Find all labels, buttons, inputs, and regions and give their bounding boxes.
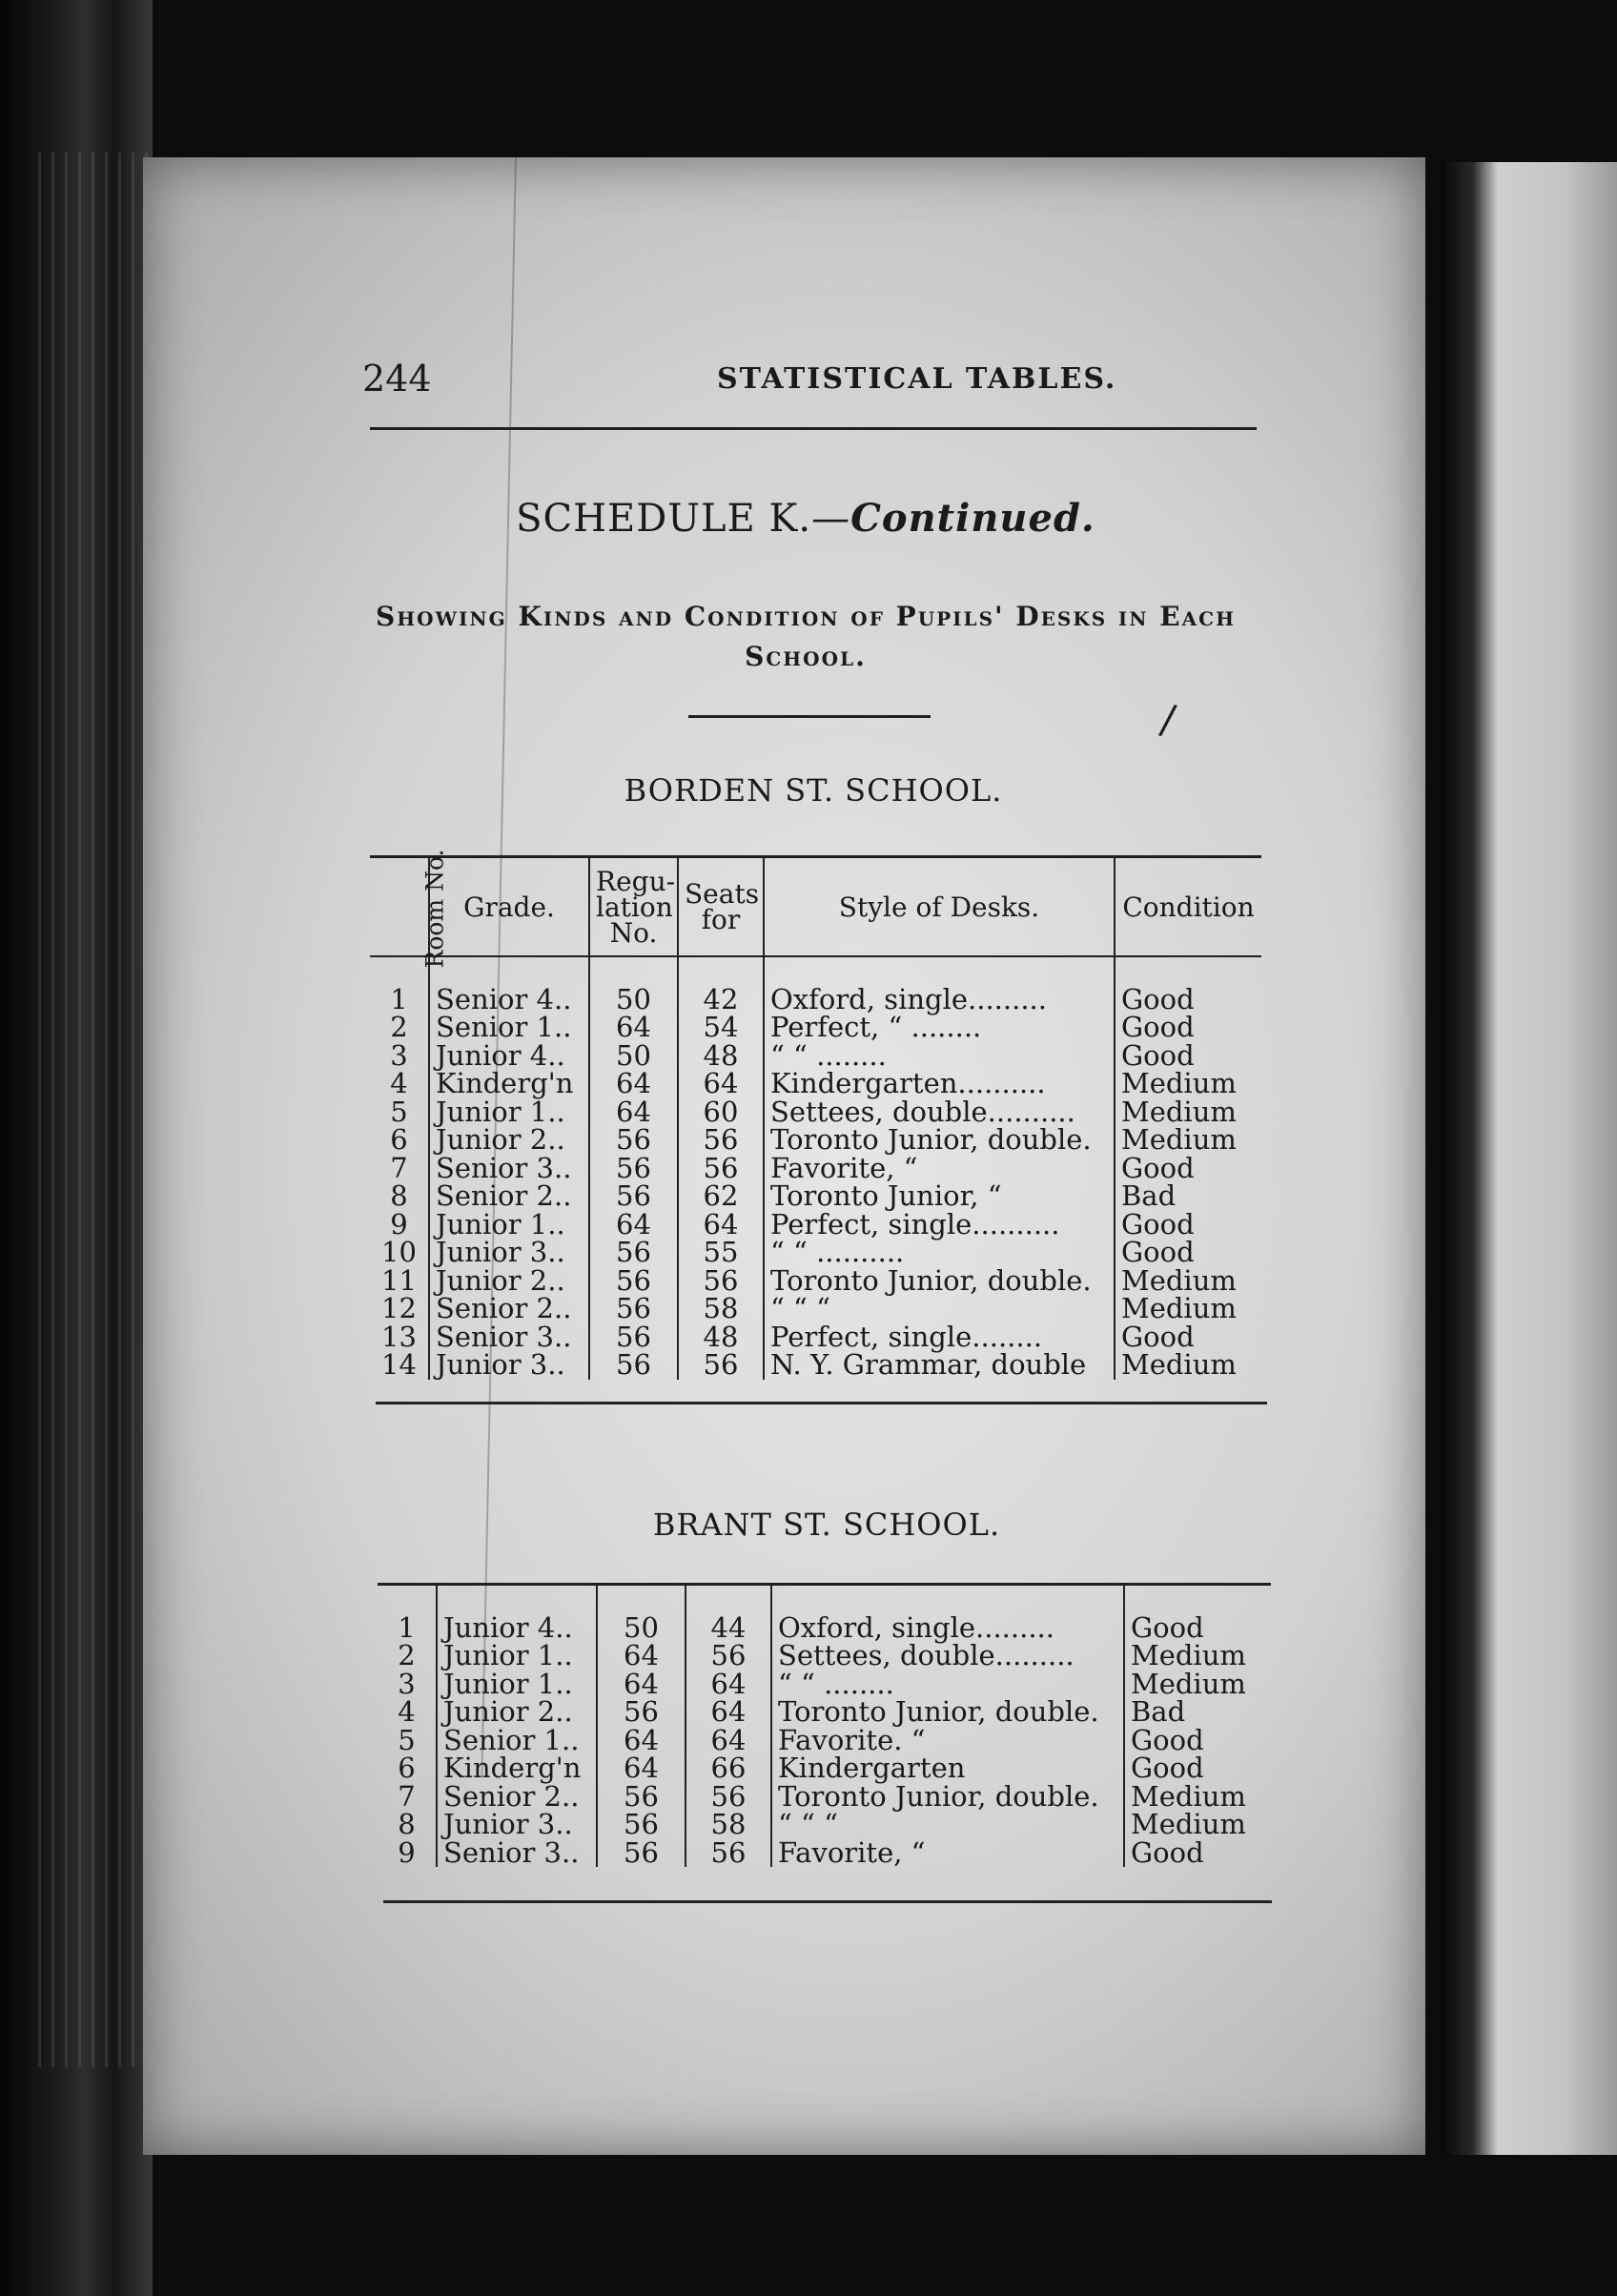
table-row: 13 Senior 3.. 56 48 Perfect, single........ Good (370, 1323, 1261, 1352)
book-binding-left (0, 0, 153, 2296)
borden-desks-table (370, 848, 1261, 1382)
schedule-subtitle (362, 597, 1249, 677)
table-row: 4 Junior 2.. 56 64 Toronto Junior, double. Bad (378, 1698, 1271, 1727)
table-row: 9 Junior 1.. 64 64 Perfect, single.......... Good (370, 1211, 1261, 1240)
subtitle-line-2: School. (745, 641, 867, 672)
table-row: 9 Senior 3.. 56 56 Favorite, “ Good (378, 1839, 1271, 1868)
column-header-regulation: Regu- lation No. (589, 857, 678, 957)
header-rule (370, 427, 1257, 430)
table-row: 6 Junior 2.. 56 56 Toronto Junior, double. Medium (370, 1126, 1261, 1155)
running-title: STATISTICAL TABLES. (717, 362, 1117, 396)
table-row: 1 Senior 4.. 50 42 Oxford, single......... Good (370, 986, 1261, 1015)
table-row: 5 Senior 1.. 64 64 Favorite. “ Good (378, 1727, 1271, 1755)
column-header-seats: Seats for (678, 857, 764, 957)
table-row: 5 Junior 1.. 64 60 Settees, double.......... Medium (370, 1098, 1261, 1127)
facing-page-edge (1442, 162, 1617, 2155)
subtitle-line-1: Showing Kinds and Condition of Pupils' Desks in Each (376, 601, 1236, 632)
brant-school-title: BRANT ST. SCHOOL. (652, 1507, 1001, 1543)
brant-desks-table (378, 1583, 1271, 1867)
table-row: 11 Junior 2.. 56 56 Toronto Junior, double. Medium (370, 1267, 1261, 1296)
table-row: 1 Junior 4.. 50 44 Oxford, single......... Good (378, 1614, 1271, 1643)
table-row: 3 Junior 4.. 50 48 “ “ ........ Good (370, 1042, 1261, 1071)
table-row: 12 Senior 2.. 56 58 “ “ “ Medium (370, 1295, 1261, 1323)
table-row: 4 Kinderg'n 64 64 Kindergarten.......... Medium (370, 1070, 1261, 1098)
borden-bottom-rule (376, 1402, 1267, 1404)
column-header-condition: Condition (1115, 857, 1261, 957)
column-header-grade: Grade. (429, 857, 589, 957)
table-row: 2 Junior 1.. 64 56 Settees, double......... Medium (378, 1642, 1271, 1671)
brant-bottom-rule (383, 1900, 1272, 1903)
running-header (219, 358, 1259, 415)
table-row: 6 Kinderg'n 64 66 Kindergarten Good (378, 1754, 1271, 1783)
table-row: 8 Senior 2.. 56 62 Toronto Junior, “ Bad (370, 1182, 1261, 1211)
section-divider (688, 715, 931, 718)
table-row: 3 Junior 1.. 64 64 “ “ ........ Medium (378, 1671, 1271, 1699)
pencil-mark: / (1156, 695, 1179, 744)
schedule-title-suffix: Continued. (850, 496, 1095, 541)
table-row: 2 Senior 1.. 64 54 Perfect, “ ........ Good (370, 1014, 1261, 1042)
column-header-room: Room No. (370, 857, 429, 957)
column-header-style: Style of Desks. (764, 857, 1115, 957)
schedule-title-main: SCHEDULE K.— (516, 497, 851, 541)
borden-school-title: BORDEN ST. SCHOOL. (624, 772, 1003, 809)
page-number: 244 (362, 358, 432, 400)
table-row: 7 Senior 3.. 56 56 Favorite, “ Good (370, 1155, 1261, 1183)
table-header-row (370, 857, 1261, 957)
table-row: 7 Senior 2.. 56 56 Toronto Junior, double. Medium (378, 1783, 1271, 1812)
table-row: 14 Junior 3.. 56 56 N. Y. Grammar, double Medium (370, 1351, 1261, 1380)
schedule-title (362, 496, 1249, 541)
table-row: 10 Junior 3.. 56 55 “ “ .......... Good (370, 1239, 1261, 1267)
table-row: 8 Junior 3.. 56 58 “ “ “ Medium (378, 1811, 1271, 1839)
